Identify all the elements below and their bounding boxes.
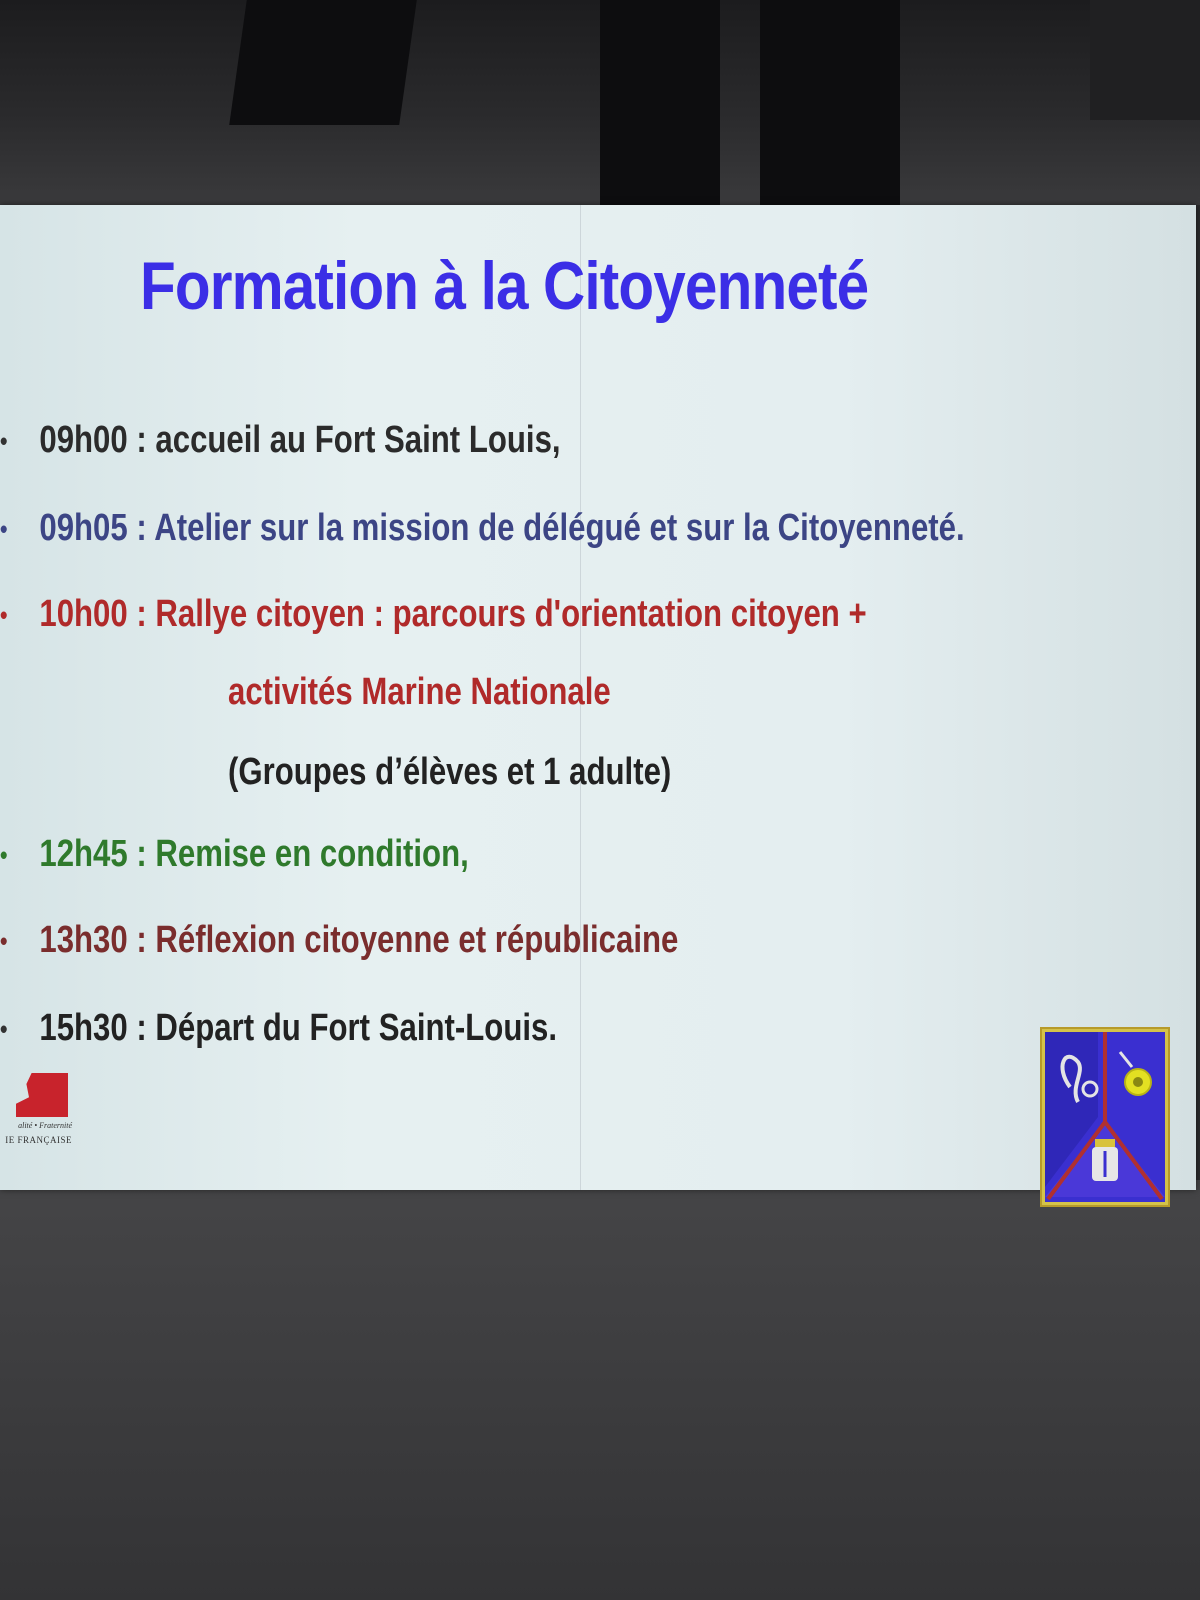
military-crest-icon	[1040, 1027, 1170, 1207]
slide-title: Formation à la Citoyenneté	[140, 248, 869, 324]
agenda-item-1000	[0, 593, 867, 636]
agenda-note: (Groupes d’élèves et 1 adulte)	[228, 751, 672, 793]
agenda-text: 10h00 : Rallye citoyen : parcours d'orientation citoyen +	[39, 593, 867, 635]
bullet-icon: •	[0, 926, 8, 957]
agenda-item-0900	[0, 419, 561, 462]
agenda-text: 15h30 : Départ du Fort Saint-Louis.	[39, 1007, 558, 1049]
ceiling-background	[0, 0, 1200, 205]
agenda-item-1245	[0, 833, 469, 876]
agenda-item-1530	[0, 1007, 557, 1050]
marianne-shape	[16, 1073, 68, 1117]
bullet-icon: •	[0, 426, 8, 457]
logo-name: IE FRANÇAISE	[5, 1135, 72, 1145]
bullet-icon: •	[0, 514, 8, 545]
bullet-icon: •	[0, 600, 8, 631]
agenda-text: 09h05 : Atelier sur la mission de délégué et sur la Citoyenneté.	[39, 507, 965, 549]
agenda-item-1330	[0, 919, 678, 962]
wall-background	[0, 1180, 1200, 1600]
agenda-item-0905	[0, 507, 965, 550]
ceiling-beam	[1090, 0, 1200, 120]
agenda-text: 13h30 : Réflexion citoyenne et républicaine	[39, 919, 679, 961]
ceiling-beam	[229, 0, 417, 125]
logo-motto: alité • Fraternité	[18, 1121, 72, 1130]
agenda-text: 12h45 : Remise en condition,	[39, 833, 469, 875]
bullet-icon: •	[0, 1014, 8, 1045]
marianne-logo-icon	[0, 1073, 72, 1163]
agenda-continuation: activités Marine Nationale	[228, 671, 611, 713]
ceiling-beam	[600, 0, 720, 205]
ceiling-beam	[760, 0, 900, 205]
bullet-icon: •	[0, 840, 8, 871]
projected-slide	[0, 205, 1196, 1190]
agenda-text: 09h00 : accueil au Fort Saint Louis,	[39, 419, 561, 461]
